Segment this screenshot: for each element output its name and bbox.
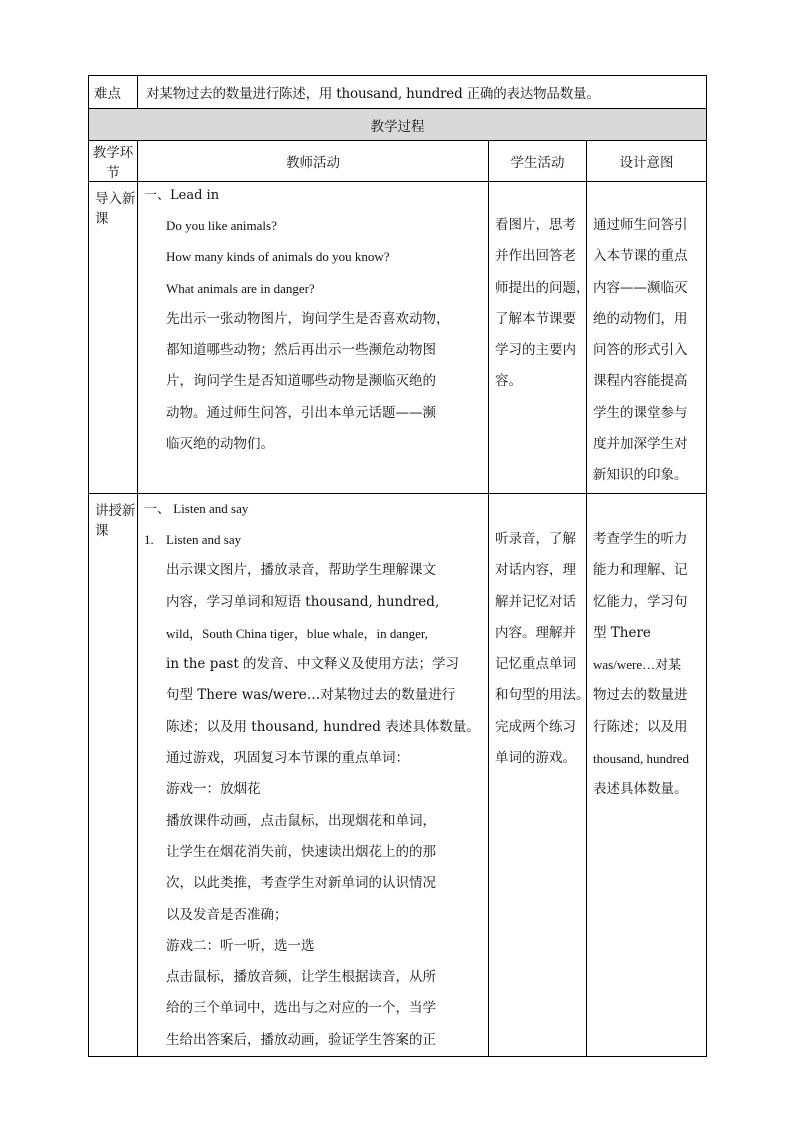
student-line: 内容。理解并 <box>495 624 576 641</box>
student-line: 看图片，思考 <box>495 217 576 233</box>
intent-line: 通过师生问答引 <box>593 217 688 233</box>
teacher-line: 内容，学习单词和短语 thousand, hundred, <box>166 593 440 610</box>
intent-line: 型 There <box>593 624 651 641</box>
student-line <box>495 182 586 210</box>
lesson-plan-page <box>88 75 706 1057</box>
teacher-line: 一、Lead in <box>144 188 220 203</box>
student-line: 解并记忆对话 <box>495 593 576 610</box>
student-line <box>495 494 586 524</box>
intent-line: thousand, hundred <box>593 751 690 767</box>
table-row <box>89 494 707 1057</box>
teacher-line: How many kinds of animals do you know? <box>166 249 390 265</box>
design-intent-cell <box>587 182 707 494</box>
student-line: 记忆重点单词 <box>495 656 576 673</box>
teacher-activity-cell <box>138 182 489 494</box>
table-row <box>89 182 707 494</box>
student-line: 听录音，了解 <box>495 531 576 547</box>
column-header-intent: 设计意图 <box>587 141 707 182</box>
intent-line: 入本节课的重点 <box>593 248 688 265</box>
difficulty-text: 对某物过去的数量进行陈述，用 thousand, hundred 正确的表达物品数量。 <box>138 76 707 109</box>
teacher-line: 生给出答案后，播放动画，验证学生答案的正 <box>166 1031 436 1048</box>
intent-line: 度并加深学生对 <box>593 436 688 453</box>
teacher-line: 都知道哪些动物；然后再出示一些濒危动物图 <box>166 342 436 359</box>
student-line: 对话内容，理 <box>495 562 576 579</box>
lesson-plan-table <box>88 75 707 1057</box>
teacher-line: Do you like animals? <box>166 218 277 233</box>
difficulty-row <box>89 76 707 109</box>
student-line: 师提出的问题， <box>495 279 590 296</box>
intent-line: was/were…对某 <box>593 657 682 673</box>
intent-line: 课程内容能提高 <box>593 373 688 390</box>
teacher-line: 让学生在烟花消失前，快速读出烟花上的的那 <box>166 843 436 860</box>
intent-line: 新知识的印象。 <box>593 467 688 484</box>
teacher-activity-cell <box>138 494 489 1057</box>
teacher-line: 临灭绝的动物们。 <box>166 436 274 453</box>
intent-line: 绝的动物们，用 <box>593 310 688 327</box>
design-intent-cell <box>587 494 707 1057</box>
student-line: 并作出回答老 <box>495 248 576 265</box>
difficulty-label: 难点 <box>89 76 138 109</box>
column-header-row <box>89 141 707 182</box>
teacher-line: 点击鼠标，播放音频，让学生根据读音，从所 <box>166 969 436 986</box>
teacher-line: 先出示一张动物图片，询问学生是否喜欢动物， <box>166 310 450 327</box>
teacher-item-heading <box>144 524 488 555</box>
teacher-item-number: 1. <box>144 532 154 547</box>
student-line: 单词的游戏。 <box>495 750 576 767</box>
teacher-line: 游戏一：放烟花 <box>166 781 261 798</box>
student-activity-cell <box>489 182 590 494</box>
student-line: 了解本节课要 <box>495 310 576 327</box>
intent-line: 内容——濒临灭 <box>593 279 688 296</box>
teacher-line: 给的三个单词中，选出与之对应的一个，当学 <box>166 1000 436 1017</box>
teacher-line: 次，以此类推，考查学生对新单词的认识情况 <box>166 875 436 892</box>
teacher-line: What animals are in danger? <box>166 280 315 296</box>
column-header-stage: 教学环节 <box>89 141 138 182</box>
student-line: 和句型的用法。 <box>495 687 590 704</box>
student-activity-cell <box>489 494 590 1057</box>
teacher-line: 片，询问学生是否知道哪些动物是濒临灭绝的 <box>166 373 436 390</box>
teacher-line: 播放课件动画，点击鼠标，出现烟花和单词， <box>166 812 436 829</box>
stage-cell: 讲授新课 <box>89 494 138 1057</box>
teacher-line: 以及发音是否准确； <box>166 906 288 923</box>
intent-line: 学生的课堂参与 <box>593 404 688 421</box>
teacher-line: 通过游戏，巩固复习本节课的重点单词： <box>166 750 409 767</box>
teacher-section-heading: 一、 Listen and say <box>144 501 249 516</box>
intent-line: 物过去的数量进 <box>593 687 688 704</box>
intent-line: 忆能力，学习句 <box>593 593 688 610</box>
student-line: 学习的主要内 <box>495 342 576 359</box>
teacher-line: 出示课文图片，播放录音，帮助学生理解课文 <box>166 562 436 579</box>
teacher-line: wild，South China tiger，blue whale，in danger, <box>166 625 428 641</box>
intent-line: 考查学生的听力 <box>593 531 688 547</box>
intent-line: 表述具体数量。 <box>593 781 688 798</box>
intent-line: 行陈述；以及用 <box>593 718 688 735</box>
teacher-line: in the past 的发音、中文释义及使用方法；学习 <box>166 656 460 673</box>
intent-line <box>593 182 706 210</box>
process-title-row <box>89 109 707 141</box>
teacher-line: 陈述；以及用 thousand, hundred 表述具体数量。 <box>166 718 480 735</box>
intent-line: 能力和理解、记 <box>593 562 688 579</box>
column-header-teacher: 教师活动 <box>138 141 489 182</box>
stage-cell: 导入新课 <box>89 182 138 494</box>
teacher-line: 句型 There was/were…对某物过去的数量进行 <box>166 687 456 704</box>
intent-line: 问答的形式引入 <box>593 342 688 359</box>
process-title: 教学过程 <box>89 109 707 141</box>
column-header-student: 学生活动 <box>489 141 587 182</box>
teacher-line: 游戏二：听一听，选一选 <box>166 937 315 954</box>
teacher-line: 动物。通过师生问答，引出本单元话题——濒 <box>166 404 436 421</box>
teacher-item-title: Listen and say <box>166 532 242 547</box>
intent-line <box>593 494 706 524</box>
student-line: 完成两个练习 <box>495 718 576 735</box>
student-line: 容。 <box>495 373 522 390</box>
